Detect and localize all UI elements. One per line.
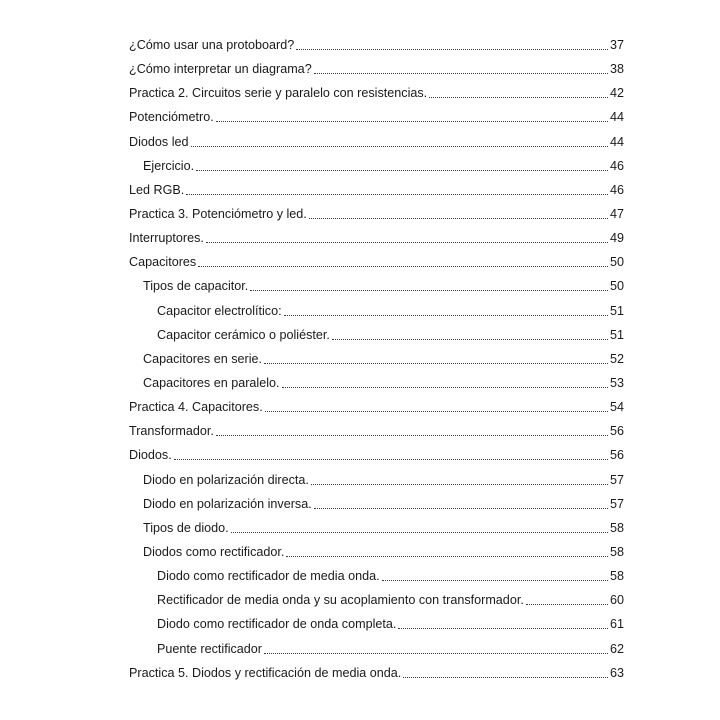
toc-entry[interactable]	[0, 33, 720, 57]
toc-entry-title: Tipos de capacitor.	[143, 279, 249, 294]
toc-entry-page-number: 38	[609, 62, 624, 77]
toc-dot-leader	[311, 473, 608, 487]
toc-entry-title: Practica 3. Potenciómetro y led.	[129, 207, 307, 222]
toc-entry[interactable]	[0, 492, 720, 516]
toc-entry[interactable]	[0, 323, 720, 347]
toc-entry-page-number: 57	[609, 496, 624, 511]
toc-entry[interactable]	[0, 130, 720, 154]
toc-dot-leader	[403, 666, 608, 680]
toc-entry[interactable]	[0, 274, 720, 298]
toc-entry-title: Diodo como rectificador de onda completa.	[157, 617, 397, 632]
toc-dot-leader	[191, 135, 608, 149]
toc-dot-leader	[196, 159, 608, 173]
toc-dot-leader	[398, 617, 608, 631]
toc-entry-title: Practica 4. Capacitores.	[129, 400, 263, 415]
toc-dot-leader	[264, 642, 608, 656]
toc-dot-leader	[284, 304, 608, 318]
toc-entry-page-number: 62	[609, 641, 624, 656]
toc-entry-page-number: 58	[609, 520, 624, 535]
toc-dot-leader	[265, 400, 608, 414]
toc-entry-title: Capacitores en paralelo.	[143, 376, 280, 391]
toc-entry-page-number: 47	[609, 207, 624, 222]
toc-entry-page-number: 54	[609, 400, 624, 415]
toc-entry-title: Diodos.	[129, 448, 172, 463]
toc-entry-title: Puente rectificador	[157, 641, 263, 656]
toc-entry[interactable]	[0, 299, 720, 323]
toc-entry[interactable]	[0, 468, 720, 492]
toc-dot-leader	[231, 521, 608, 535]
toc-entry-page-number: 42	[609, 86, 624, 101]
toc-entry[interactable]	[0, 81, 720, 105]
toc-dot-leader	[174, 448, 608, 462]
toc-dot-leader	[314, 497, 608, 511]
toc-entry-title: Capacitor electrolítico:	[157, 303, 282, 318]
toc-entry[interactable]	[0, 540, 720, 564]
toc-entry-page-number: 61	[609, 617, 624, 632]
toc-entry-title: Potenciómetro.	[129, 110, 214, 125]
toc-entry-title: Capacitores en serie.	[143, 351, 263, 366]
toc-dot-leader	[186, 183, 608, 197]
toc-entry-title: Diodo en polarización directa.	[143, 472, 309, 487]
toc-entry-page-number: 50	[609, 255, 624, 270]
toc-dot-leader	[206, 231, 608, 245]
toc-dot-leader	[216, 110, 608, 124]
toc-dot-leader	[286, 545, 608, 559]
toc-entry-title: Diodos led	[129, 134, 189, 149]
toc-entry-page-number: 50	[609, 279, 624, 294]
toc-entry-title: ¿Cómo interpretar un diagrama?	[129, 62, 312, 77]
toc-entry-page-number: 44	[609, 134, 624, 149]
toc-entry[interactable]	[0, 661, 720, 685]
toc-dot-leader	[296, 38, 608, 52]
toc-entry[interactable]	[0, 395, 720, 419]
toc-entry-title: Practica 5. Diodos y rectificación de media onda.	[129, 665, 402, 680]
toc-entry[interactable]	[0, 178, 720, 202]
toc-dot-leader	[382, 569, 608, 583]
toc-dot-leader	[216, 424, 608, 438]
toc-entry[interactable]	[0, 154, 720, 178]
toc-dot-leader	[332, 328, 608, 342]
toc-dot-leader	[264, 352, 608, 366]
toc-entry-page-number: 56	[609, 424, 624, 439]
toc-entry-page-number: 56	[609, 448, 624, 463]
toc-entry-page-number: 60	[609, 593, 624, 608]
toc-entry[interactable]	[0, 516, 720, 540]
toc-entry-page-number: 37	[609, 38, 624, 53]
toc-dot-leader	[314, 62, 608, 76]
toc-entry-page-number: 58	[609, 569, 624, 584]
toc-entry[interactable]	[0, 371, 720, 395]
toc-entry-title: Practica 2. Circuitos serie y paralelo con resistencias.	[129, 86, 428, 101]
toc-entry-title: Interruptores.	[129, 231, 204, 246]
toc-dot-leader	[198, 255, 608, 269]
toc-dot-leader	[282, 376, 608, 390]
toc-entry-title: Diodo como rectificador de media onda.	[157, 569, 380, 584]
toc-entry-page-number: 63	[609, 665, 624, 680]
toc-entry-page-number: 44	[609, 110, 624, 125]
toc-entry-page-number: 46	[609, 158, 624, 173]
toc-entry-page-number: 46	[609, 182, 624, 197]
toc-entry[interactable]	[0, 612, 720, 636]
toc-entry-title: Diodos como rectificador.	[143, 545, 285, 560]
toc-dot-leader	[429, 86, 608, 100]
toc-entry-page-number: 53	[609, 376, 624, 391]
toc-entry-title: Transformador.	[129, 424, 214, 439]
toc-entry-title: ¿Cómo usar una protoboard?	[129, 38, 295, 53]
toc-entry-page-number: 49	[609, 231, 624, 246]
toc-entry[interactable]	[0, 250, 720, 274]
toc-entry-title: Tipos de diodo.	[143, 520, 229, 535]
toc-entry-page-number: 57	[609, 472, 624, 487]
toc-entry[interactable]	[0, 564, 720, 588]
toc-dot-leader	[309, 207, 608, 221]
toc-entry-title: Rectificador de media onda y su acoplamiento con transformador.	[157, 593, 524, 608]
toc-entry[interactable]	[0, 202, 720, 226]
toc-entry[interactable]	[0, 226, 720, 250]
toc-entry-title: Capacitor cerámico o poliéster.	[157, 327, 330, 342]
toc-dot-leader	[250, 279, 608, 293]
toc-entry[interactable]	[0, 588, 720, 612]
toc-entry-page-number: 58	[609, 545, 624, 560]
toc-entry[interactable]	[0, 105, 720, 129]
toc-entry-page-number: 52	[609, 351, 624, 366]
toc-entry[interactable]	[0, 419, 720, 443]
toc-entry[interactable]	[0, 443, 720, 467]
toc-entry-page-number: 51	[609, 303, 624, 318]
table-of-contents	[0, 33, 720, 685]
toc-entry-title: Diodo en polarización inversa.	[143, 496, 312, 511]
toc-entry[interactable]	[0, 57, 720, 81]
toc-entry-title: Led RGB.	[129, 182, 185, 197]
toc-entry[interactable]	[0, 637, 720, 661]
toc-entry-title: Ejercicio.	[143, 158, 195, 173]
toc-entry[interactable]	[0, 347, 720, 371]
toc-entry-title: Capacitores	[129, 255, 197, 270]
toc-dot-leader	[526, 593, 608, 607]
toc-entry-page-number: 51	[609, 327, 624, 342]
